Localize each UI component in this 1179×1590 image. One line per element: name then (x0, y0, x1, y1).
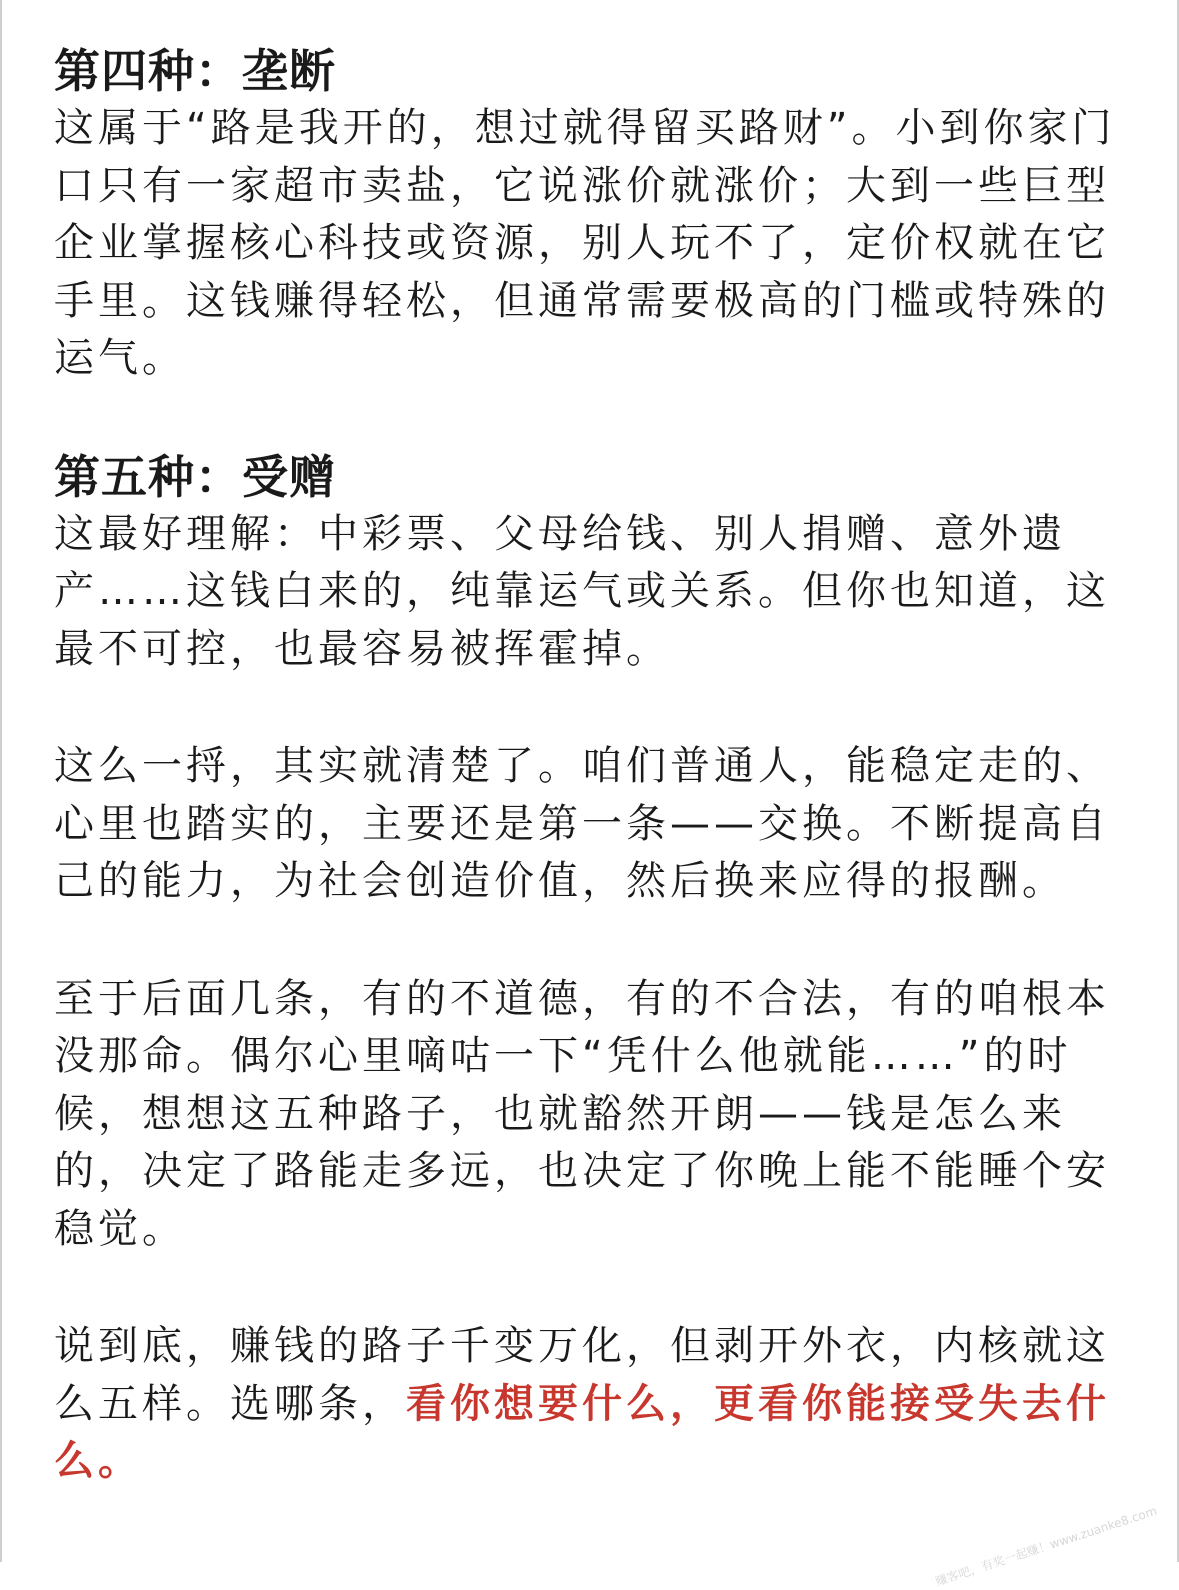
section5-title: 第五种：受赠 (54, 449, 336, 504)
watermark: 赚客吧，有奖一起赚！www.zuanke8.com (933, 1503, 1159, 1589)
conclusion-highlight: 看你想要什么，更看你能接受失去什么。 (54, 1380, 1110, 1484)
conclusion-text: 说到底，赚钱的路子千变万化，但剥开外衣，内核就这么五样。选哪条， (54, 1323, 1110, 1427)
section5-body: 这最好理解：中彩票、父母给钱、别人捐赠、意外遗产……这钱白来的，纯靠运气或关系。但你也知道，这最不可控，也最容易被挥霍掉。 (54, 510, 1110, 672)
section4-title: 第四种：垄断 (54, 44, 336, 98)
summary-paragraph-3 (54, 1318, 1124, 1491)
section4-body: 这属于“路是我开的，想过就得留买路财”。小到你家门口只有一家超市卖盐，它说涨价就涨价；大到一些巨型企业掌握核心科技或资源，别人玩不了，定价权就在它手里。这钱赚得轻松，但通常需要极高的门槛或特殊的运气。 (54, 105, 1116, 381)
summary-paragraph-2: 至于后面几条，有的不道德，有的不合法，有的咱根本没那命。偶尔心里嘀咕一下“凭什么他就能……”的时候，想想这五种路子，也就豁然开朗——钱是怎么来的，决定了路能走多远，也决定了你晚上能不能睡个安稳觉。 (54, 975, 1110, 1252)
article (54, 42, 1124, 1491)
summary-paragraph-1: 这么一捋，其实就清楚了。咱们普通人，能稳定走的、心里也踏实的，主要还是第一条——交换。不断提高自己的能力，为社会创造价值，然后换来应得的报酬。 (54, 743, 1110, 904)
